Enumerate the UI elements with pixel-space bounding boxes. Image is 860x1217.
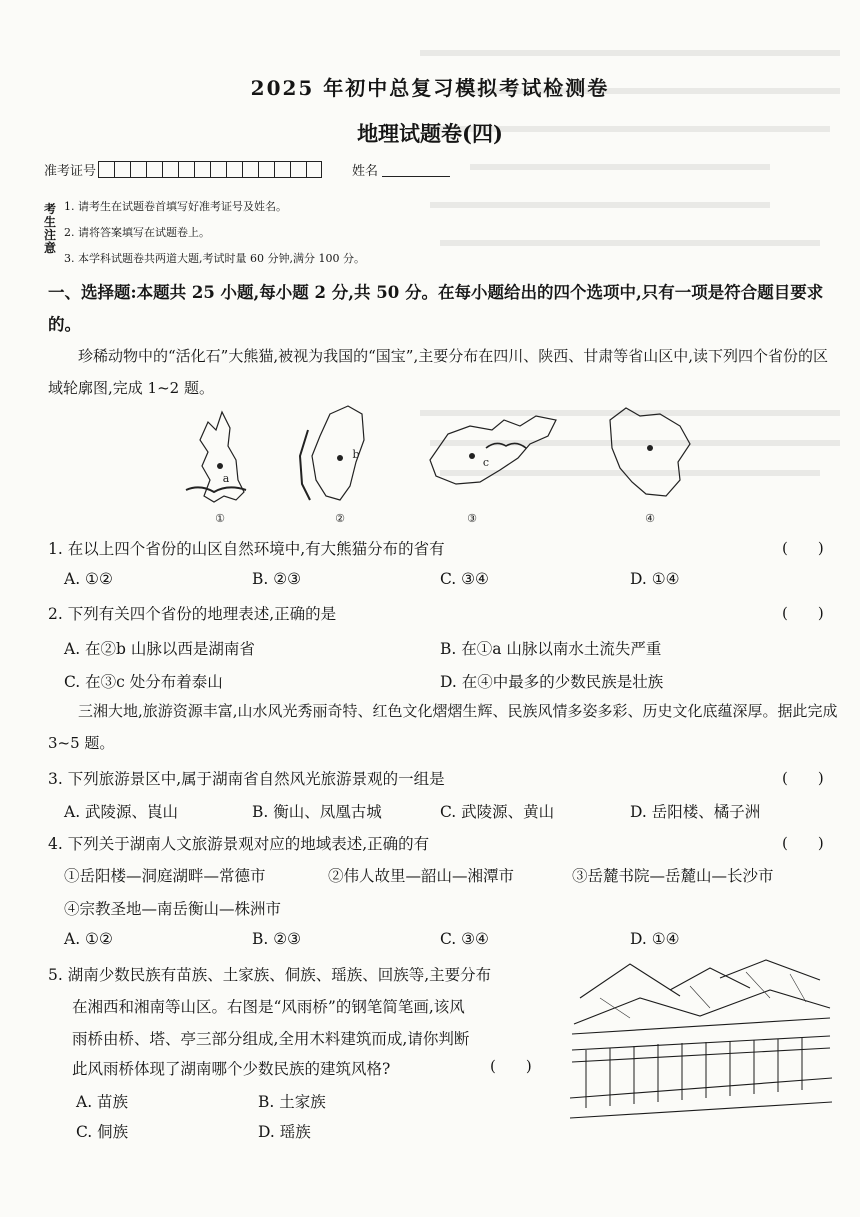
- notice-item: 2. 请将答案填写在试题卷上。: [64, 226, 210, 239]
- q5-option-c[interactable]: C. 侗族: [76, 1123, 129, 1141]
- q3-option-d[interactable]: D. 岳阳楼、橘子洲: [630, 803, 761, 821]
- id-digit-box[interactable]: [98, 161, 114, 178]
- question-5-stem-line: 5. 湖南少数民族有苗族、土家族、侗族、瑶族、回族等,主要分布: [48, 966, 492, 984]
- q5-option-b[interactable]: B. 土家族: [258, 1093, 326, 1111]
- q3-option-a[interactable]: A. 武陵源、崀山: [64, 803, 179, 821]
- id-digit-box[interactable]: [274, 161, 290, 178]
- intro-paragraph-1: 珍稀动物中的“活化石”大熊猫,被视为我国的“国宝”,主要分布在四川、陕西、甘肃等省山区中,读下列四个省份的区域轮廓图,完成 1~2 题。: [48, 347, 828, 397]
- name-field[interactable]: [382, 162, 450, 177]
- question-4-stem: 4. 下列关于湖南人文旅游景观对应的地域表述,正确的有: [48, 835, 430, 853]
- province-outline-maps: [180, 400, 700, 530]
- answer-paren-1[interactable]: ( ): [782, 539, 824, 557]
- q4-option-d[interactable]: D. ①④: [630, 930, 680, 948]
- q1-option-c[interactable]: C. ③④: [440, 570, 489, 588]
- answer-paren-4: ( ): [782, 834, 824, 852]
- question-5-stem-line: 雨桥由桥、塔、亭三部分组成,全用木料建筑而成,请你判断: [72, 1030, 470, 1048]
- map-mark-c: c: [482, 456, 490, 469]
- notice-heading: 考生注意: [44, 202, 57, 255]
- question-1-stem: 1. 在以上四个省份的山区自然环境中,有大熊猫分布的省有: [48, 540, 445, 558]
- candidate-info-row: [44, 160, 450, 179]
- q4-option-b[interactable]: B. ②③: [252, 930, 302, 948]
- q3-option-c[interactable]: C. 武陵源、黄山: [440, 803, 555, 821]
- q3-option-b[interactable]: B. 衡山、凤凰古城: [252, 803, 382, 821]
- id-digit-box[interactable]: [306, 161, 322, 178]
- id-number-boxes[interactable]: [98, 161, 322, 178]
- id-digit-box[interactable]: [242, 161, 258, 178]
- intro-paragraph-2: 三湘大地,旅游资源丰富,山水风光秀丽奇特、红色文化熠熠生辉、民族风情多姿多彩、历史文化底蕴深厚。据此完成 3~5 题。: [48, 702, 838, 752]
- map-label-3: ③: [467, 512, 477, 525]
- id-digit-box[interactable]: [290, 161, 306, 178]
- q2-option-a[interactable]: A. 在②b 山脉以西是湖南省: [64, 640, 255, 658]
- answer-paren-2[interactable]: ( ): [782, 604, 824, 622]
- q2-option-c[interactable]: C. 在③c 处分布着泰山: [64, 673, 223, 691]
- question-5-stem-line: 在湘西和湘南等山区。右图是“风雨桥”的钢笔简笔画,该风: [72, 998, 465, 1016]
- question-3-stem: 3. 下列旅游景区中,属于湖南省自然风光旅游景观的一组是: [48, 770, 445, 788]
- map-mark-a: a: [222, 472, 230, 485]
- id-label: 准考证号: [44, 164, 97, 179]
- answer-paren-5[interactable]: ( ): [490, 1057, 532, 1075]
- id-digit-box[interactable]: [194, 161, 210, 178]
- q4-item-4: ④宗教圣地—南岳衡山—株洲市: [64, 900, 282, 918]
- exam-subtitle: 地理试题卷(四): [357, 121, 503, 146]
- q5-option-d[interactable]: D. 瑶族: [258, 1123, 311, 1141]
- q4-item-1: ①岳阳楼—洞庭湖畔—常德市: [64, 867, 266, 885]
- map-label-2: ②: [335, 512, 345, 525]
- q2-option-d[interactable]: D. 在④中最多的少数民族是壮族: [440, 673, 664, 691]
- question-5-stem-line: 此风雨桥体现了湖南哪个少数民族的建筑风格?: [72, 1060, 391, 1078]
- id-digit-box[interactable]: [226, 161, 242, 178]
- wind-rain-bridge-sketch: [570, 958, 832, 1124]
- id-digit-box[interactable]: [258, 161, 274, 178]
- notice-item: 1. 请考生在试题卷首填写好准考证号及姓名。: [64, 200, 287, 213]
- q4-item-3: ③岳麓书院—岳麓山—长沙市: [572, 867, 774, 885]
- notice-item: 3. 本学科试题卷共两道大题,考试时量 60 分钟,满分 100 分。: [64, 252, 365, 265]
- id-digit-box[interactable]: [162, 161, 178, 178]
- q1-option-b[interactable]: B. ②③: [252, 570, 302, 588]
- q4-option-a[interactable]: A. ①②: [64, 930, 113, 948]
- id-digit-box[interactable]: [178, 161, 194, 178]
- q1-option-a[interactable]: A. ①②: [64, 570, 113, 588]
- q4-option-c[interactable]: C. ③④: [440, 930, 489, 948]
- answer-paren-3[interactable]: ( ): [782, 769, 824, 787]
- map-mark-b: b: [352, 448, 360, 461]
- map-label-1: ①: [215, 512, 225, 525]
- id-digit-box[interactable]: [130, 161, 146, 178]
- id-digit-box[interactable]: [114, 161, 130, 178]
- q1-option-d[interactable]: D. ①④: [630, 570, 680, 588]
- name-label: 姓名: [352, 164, 379, 179]
- question-2-stem: 2. 下列有关四个省份的地理表述,正确的是: [48, 605, 337, 623]
- id-digit-box[interactable]: [146, 161, 162, 178]
- q4-item-2: ②伟人故里—韶山—湘潭市: [328, 867, 515, 885]
- section-heading: 一、选择题:本题共 25 小题,每小题 2 分,共 50 分。在每小题给出的四个选项中,只有一项是符合题目要求的。: [48, 283, 824, 334]
- q2-option-b[interactable]: B. 在①a 山脉以南水土流失严重: [440, 640, 662, 658]
- map-label-4: ④: [645, 512, 655, 525]
- q5-option-a[interactable]: A. 苗族: [76, 1093, 129, 1111]
- exam-title: 2025 年初中总复习模拟考试检测卷: [250, 76, 610, 100]
- id-digit-box[interactable]: [210, 161, 226, 178]
